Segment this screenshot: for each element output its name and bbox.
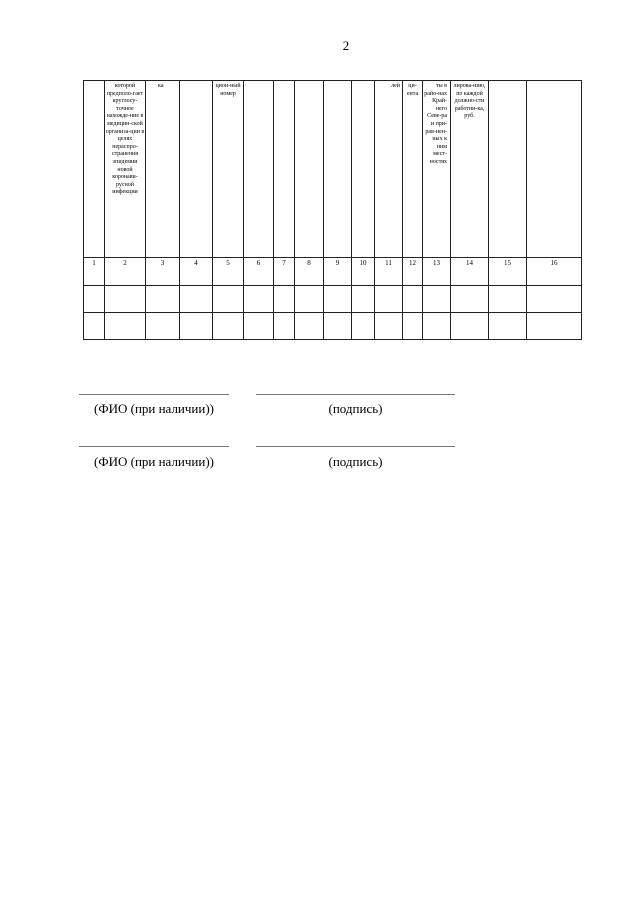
column-number: 12 <box>403 258 423 286</box>
table-cell <box>84 286 105 313</box>
table-cell <box>244 313 274 340</box>
header-cell <box>527 81 582 258</box>
column-number: 15 <box>489 258 527 286</box>
column-number: 9 <box>324 258 352 286</box>
header-cell <box>180 81 213 258</box>
table-cell <box>489 286 527 313</box>
header-cell: лирова-нию, по каждой должно-сти работни-ка, руб. <box>451 81 489 258</box>
table-cell <box>180 313 213 340</box>
signature-field-label: (подпись) <box>328 401 383 416</box>
header-cell: ци-ента <box>403 81 423 258</box>
table-cell <box>451 286 489 313</box>
table-cell <box>180 286 213 313</box>
header-cell: которой предполо-гает круглосу-точное нахожде-ние в медицин-ской организа-ции в целях нераспро-странения эпидемии новой коронави-русной инфекции <box>105 81 146 258</box>
column-number: 1 <box>84 258 105 286</box>
table-cell <box>324 313 352 340</box>
signature-field-label: (подпись) <box>328 454 383 469</box>
header-cell: цион-ный номер <box>213 81 244 258</box>
table-cell <box>375 313 403 340</box>
table-cell <box>527 313 582 340</box>
table-cell <box>105 286 146 313</box>
column-number: 10 <box>352 258 375 286</box>
table-cell <box>352 313 375 340</box>
table-cell <box>451 313 489 340</box>
header-cell: ты в райо-нах Край-него Севе-ра и при-рав-нен-ных к ним мест-ностях <box>423 81 451 258</box>
table-cell <box>213 313 244 340</box>
table-cell <box>489 313 527 340</box>
table-cell <box>375 286 403 313</box>
name-signature-line[interactable] <box>79 394 229 395</box>
table-cell <box>423 313 451 340</box>
table-cell <box>274 313 295 340</box>
name-field-label: (ФИО (при наличии)) <box>93 401 214 416</box>
table-cell <box>295 286 324 313</box>
table-cell <box>84 313 105 340</box>
table-cell <box>244 286 274 313</box>
name-signature-line[interactable] <box>79 446 229 447</box>
table-row <box>84 286 582 313</box>
table-cell <box>295 313 324 340</box>
header-cell <box>295 81 324 258</box>
table-cell <box>324 286 352 313</box>
table-cell <box>403 286 423 313</box>
column-number-row <box>84 258 582 286</box>
table-row <box>84 313 582 340</box>
table-cell <box>527 286 582 313</box>
column-number: 3 <box>146 258 180 286</box>
column-number: 2 <box>105 258 146 286</box>
column-number: 16 <box>527 258 582 286</box>
table-cell <box>105 313 146 340</box>
header-cell: ка <box>146 81 180 258</box>
table-cell <box>146 313 180 340</box>
table-cell <box>403 313 423 340</box>
table-cell <box>146 286 180 313</box>
header-cell <box>84 81 105 258</box>
report-table <box>83 80 582 340</box>
column-number: 6 <box>244 258 274 286</box>
table-cell <box>352 286 375 313</box>
column-number: 13 <box>423 258 451 286</box>
column-number: 4 <box>180 258 213 286</box>
column-number: 8 <box>295 258 324 286</box>
header-cell <box>274 81 295 258</box>
header-cell: лей <box>375 81 403 258</box>
table-header-row <box>84 81 582 258</box>
table-cell <box>423 286 451 313</box>
column-number: 14 <box>451 258 489 286</box>
name-field-label: (ФИО (при наличии)) <box>93 454 214 469</box>
header-cell <box>352 81 375 258</box>
header-cell <box>489 81 527 258</box>
header-cell <box>244 81 274 258</box>
page-number: 2 <box>342 38 350 53</box>
column-number: 11 <box>375 258 403 286</box>
table-cell <box>274 286 295 313</box>
column-number: 5 <box>213 258 244 286</box>
signature-line[interactable] <box>256 394 455 395</box>
column-number: 7 <box>274 258 295 286</box>
header-cell <box>324 81 352 258</box>
table-cell <box>213 286 244 313</box>
signature-line[interactable] <box>256 446 455 447</box>
